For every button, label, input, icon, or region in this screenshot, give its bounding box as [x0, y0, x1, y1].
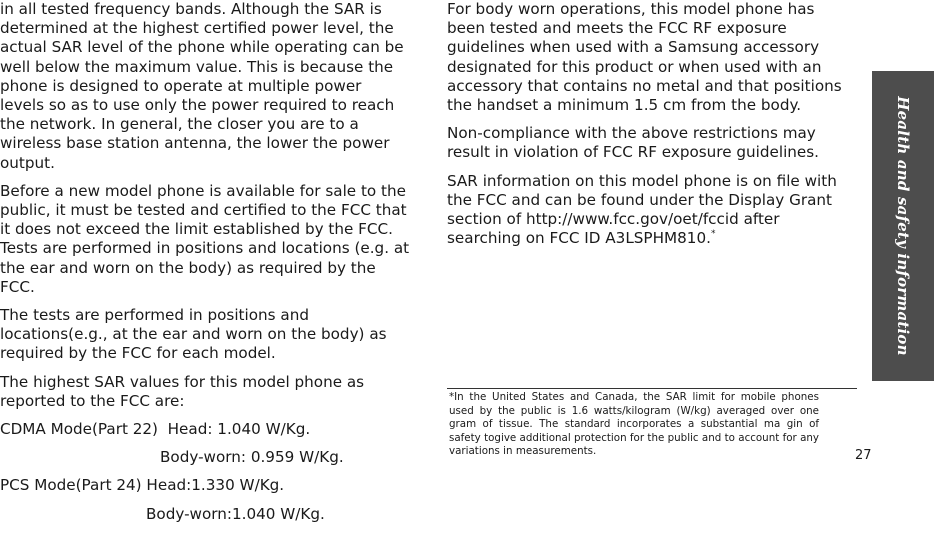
paragraph-fcc-certification: Before a new model phone is available for sale to the public, it must be tested and certified to the FCC that it does not exceed the limit established by the FCC. Tests are performed in positions and locations (e.g. at the ear and worn on the body) as required by the FCC.	[0, 181, 410, 296]
paragraph-sar-power-level: in all tested frequency bands. Although the SAR is determined at the highest certified power level, the actual SAR level of the phone while operating can be well below the maximum value. This is because the phone is designed to operate at multiple power levels so as to use only the power required to reach the network. In general, the closer you are to a wireless base station antenna, the lower the power output.	[0, 0, 404, 172]
footnote	[449, 391, 819, 459]
side-tab-label: Health and safety information	[894, 96, 912, 356]
paragraph-non-compliance: Non-compliance with the above restrictions may result in violation of FCC RF exposure guidelines.	[447, 124, 820, 162]
paragraph-highest-sar-intro: The highest SAR values for this model phone as reported to the FCC are:	[0, 372, 365, 410]
paragraph-body-worn: For body worn operations, this model phone has been tested and meets the FCC RF exposure guidelines when used with a Samsung accessory designated for this product or when used with an accessory that contains no metal and that positions the handset a minimum 1.5 cm from the body.	[447, 0, 842, 115]
footnote-text: *In the United States and Canada, the SAR limit for mobile phones used by the public is 1.6 watts/kilogram (W/kg) averaged over one gram of tissue. The standard incorporates a substantial ma gin of safety togive additional protection for the public and to account for any variations in measurements.	[449, 391, 819, 458]
pcs-body-value: Body-worn:1.040 W/Kg.	[146, 504, 325, 523]
section-side-tab	[872, 71, 934, 381]
right-column	[447, 0, 857, 257]
sar-on-file-text: SAR information on this model phone is on file with the FCC and can be found under the Display Grant section of http://www.fcc.gov/oet/fccid after searching on FCC ID A3LSPHM810.	[447, 171, 837, 248]
footnote-divider	[447, 388, 857, 389]
paragraph-test-positions: The tests are performed in positions and locations(e.g., at the ear and worn on the body) as required by the FCC for each model.	[0, 306, 387, 363]
page-number: 27	[855, 448, 872, 463]
cdma-body-value: Body-worn: 0.959 W/Kg.	[160, 448, 344, 467]
pcs-head-value: PCS Mode(Part 24) Head:1.330 W/Kg.	[0, 476, 285, 495]
footnote-marker: *	[710, 229, 716, 240]
left-column	[0, 0, 410, 533]
cdma-head-value: CDMA Mode(Part 22) Head: 1.040 W/Kg.	[0, 420, 311, 439]
paragraph-sar-on-file	[447, 172, 857, 249]
